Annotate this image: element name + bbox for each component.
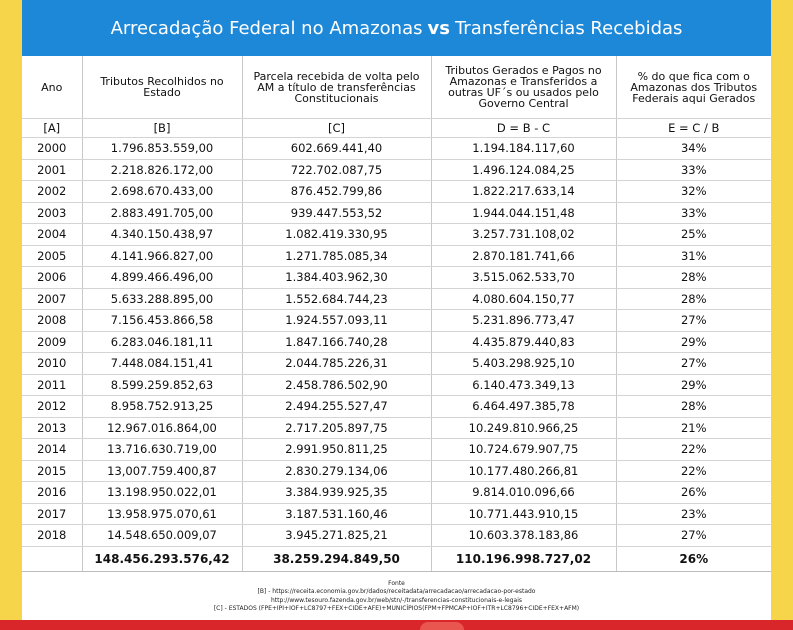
table-row — [22, 138, 771, 160]
table-cell: 2016 — [22, 482, 82, 504]
revenue-table — [22, 56, 771, 572]
formula-cell: D = B - C — [431, 119, 616, 138]
table-cell: 602.669.441,40 — [242, 138, 431, 160]
table-cell: 27% — [616, 353, 771, 375]
header-ano: Ano — [22, 56, 82, 119]
table-cell: 32% — [616, 181, 771, 203]
total-cell: 38.259.294.849,50 — [242, 546, 431, 571]
table-cell: 722.702.087,75 — [242, 159, 431, 181]
source-notes — [22, 572, 771, 614]
table-cell: 22% — [616, 460, 771, 482]
table-card — [22, 0, 771, 620]
table-cell: 3.515.062.533,70 — [431, 267, 616, 289]
total-cell: 110.196.998.727,02 — [431, 546, 616, 571]
table-row — [22, 353, 771, 375]
table-cell: 2013 — [22, 417, 82, 439]
table-cell: 25% — [616, 224, 771, 246]
table-cell: 14.548.650.009,07 — [82, 525, 242, 547]
table-cell: 4.340.150.438,97 — [82, 224, 242, 246]
table-cell: 1.384.403.962,30 — [242, 267, 431, 289]
table-cell: 1.822.217.633,14 — [431, 181, 616, 203]
source-line: [B] - https://receita.economia.gov.br/dados/receitadata/arrecadacao/arrecadacao-por-estado — [257, 588, 536, 595]
table-cell: 12.967.016.864,00 — [82, 417, 242, 439]
table-body — [22, 138, 771, 547]
table-cell: 2.458.786.502,90 — [242, 374, 431, 396]
title-vs: vs — [427, 17, 450, 39]
table-cell: 10.771.443.910,15 — [431, 503, 616, 525]
table-row — [22, 374, 771, 396]
table-cell: 1.552.684.744,23 — [242, 288, 431, 310]
table-cell: 1.271.785.085,34 — [242, 245, 431, 267]
table-cell: 3.187.531.160,46 — [242, 503, 431, 525]
table-row — [22, 245, 771, 267]
table-cell: 28% — [616, 267, 771, 289]
table-cell: 1.194.184.117,60 — [431, 138, 616, 160]
table-cell: 2010 — [22, 353, 82, 375]
table-cell: 2007 — [22, 288, 82, 310]
table-row — [22, 310, 771, 332]
table-cell: 1.496.124.084,25 — [431, 159, 616, 181]
table-cell: 2004 — [22, 224, 82, 246]
table-cell: 22% — [616, 439, 771, 461]
table-cell: 4.080.604.150,77 — [431, 288, 616, 310]
table-cell: 33% — [616, 202, 771, 224]
formula-row — [22, 119, 771, 138]
table-cell: 1.082.419.330,95 — [242, 224, 431, 246]
table-cell: 28% — [616, 396, 771, 418]
table-cell: 2002 — [22, 181, 82, 203]
table-cell: 34% — [616, 138, 771, 160]
table-cell: 13.716.630.719,00 — [82, 439, 242, 461]
table-cell: 10.603.378.183,86 — [431, 525, 616, 547]
table-cell: 939.447.553,52 — [242, 202, 431, 224]
formula-cell: [C] — [242, 119, 431, 138]
table-cell: 27% — [616, 310, 771, 332]
table-cell: 21% — [616, 417, 771, 439]
table-cell: 13.958.975.070,61 — [82, 503, 242, 525]
table-cell: 3.257.731.108,02 — [431, 224, 616, 246]
table-cell: 29% — [616, 374, 771, 396]
table-cell: 5.403.298.925,10 — [431, 353, 616, 375]
formula-cell: E = C / B — [616, 119, 771, 138]
table-cell: 2011 — [22, 374, 82, 396]
table-cell: 2.991.950.811,25 — [242, 439, 431, 461]
table-row — [22, 202, 771, 224]
table-cell: 3.945.271.825,21 — [242, 525, 431, 547]
table-cell: 2000 — [22, 138, 82, 160]
table-cell: 2009 — [22, 331, 82, 353]
table-cell: 10.249.810.966,25 — [431, 417, 616, 439]
table-row — [22, 224, 771, 246]
table-row — [22, 159, 771, 181]
table-cell: 26% — [616, 482, 771, 504]
table-cell: 2001 — [22, 159, 82, 181]
total-cell — [22, 546, 82, 571]
table-cell: 1.796.853.559,00 — [82, 138, 242, 160]
table-cell: 6.283.046.181,11 — [82, 331, 242, 353]
table-cell: 7.448.084.151,41 — [82, 353, 242, 375]
table-row — [22, 288, 771, 310]
table-cell: 1.944.044.151,48 — [431, 202, 616, 224]
header-parcela-recebida: Parcela recebida de volta pelo AM a título de transferências Constitucionais — [242, 56, 431, 119]
table-cell: 2003 — [22, 202, 82, 224]
table-cell: 1.847.166.740,28 — [242, 331, 431, 353]
table-cell: 10.724.679.907,75 — [431, 439, 616, 461]
table-row — [22, 396, 771, 418]
table-cell: 2.883.491.705,00 — [82, 202, 242, 224]
table-cell: 23% — [616, 503, 771, 525]
table-cell: 5.231.896.773,47 — [431, 310, 616, 332]
table-cell: 6.140.473.349,13 — [431, 374, 616, 396]
table-cell: 4.141.966.827,00 — [82, 245, 242, 267]
table-cell: 33% — [616, 159, 771, 181]
total-cell: 26% — [616, 546, 771, 571]
table-cell: 2.494.255.527,47 — [242, 396, 431, 418]
table-row — [22, 482, 771, 504]
table-cell: 876.452.799,86 — [242, 181, 431, 203]
header-tributos-recolhidos: Tributos Recolhidos no Estado — [82, 56, 242, 119]
table-cell: 31% — [616, 245, 771, 267]
table-cell: 7.156.453.866,58 — [82, 310, 242, 332]
table-row — [22, 331, 771, 353]
formula-cell: [A] — [22, 119, 82, 138]
table-cell: 9.814.010.096,66 — [431, 482, 616, 504]
table-cell: 2.830.279.134,06 — [242, 460, 431, 482]
table-cell: 4.899.466.496,00 — [82, 267, 242, 289]
table-cell: 2.218.826.172,00 — [82, 159, 242, 181]
table-cell: 6.464.497.385,78 — [431, 396, 616, 418]
table-row — [22, 417, 771, 439]
table-cell: 28% — [616, 288, 771, 310]
table-cell: 29% — [616, 331, 771, 353]
table-row — [22, 181, 771, 203]
source-line: [C] - ESTADOS (FPE+IPI+IOF+LC8797+FEX+CIDE+AFE)+MUNICÍPIOS(FPM+FPMCAP+IOF+ITR+LC8796+CIDE+FEX+AFM) — [213, 605, 580, 612]
header-tributos-transferidos: Tributos Gerados e Pagos no Amazonas e Transferidos a outras UF´s ou usados pelo Governo Central — [431, 56, 616, 119]
table-cell: 4.435.879.440,83 — [431, 331, 616, 353]
table-cell: 2008 — [22, 310, 82, 332]
table-cell: 1.924.557.093,11 — [242, 310, 431, 332]
table-cell: 2017 — [22, 503, 82, 525]
table-cell: 2015 — [22, 460, 82, 482]
table-cell: 2.870.181.741,66 — [431, 245, 616, 267]
totals-row — [22, 546, 771, 571]
table-cell: 2.044.785.226,31 — [242, 353, 431, 375]
table-row — [22, 439, 771, 461]
total-cell: 148.456.293.576,42 — [82, 546, 242, 571]
table-cell: 2006 — [22, 267, 82, 289]
table-cell: 2018 — [22, 525, 82, 547]
table-cell: 2.717.205.897,75 — [242, 417, 431, 439]
source-line: http://www.tesouro.fazenda.gov.br/web/stn/-/transferencias-constitucionais-e-legais — [270, 596, 523, 604]
table-cell: 13.198.950.022,01 — [82, 482, 242, 504]
title-text-2: Transferências Recebidas — [454, 17, 683, 39]
table-cell: 2014 — [22, 439, 82, 461]
table-cell: 8.958.752.913,25 — [82, 396, 242, 418]
title-text: Arrecadação Federal no Amazonas — [110, 17, 423, 39]
table-cell: 5.633.288.895,00 — [82, 288, 242, 310]
table-row — [22, 460, 771, 482]
table-cell: 8.599.259.852,63 — [82, 374, 242, 396]
table-row — [22, 267, 771, 289]
formula-cell: [B] — [82, 119, 242, 138]
table-cell: 27% — [616, 525, 771, 547]
table-cell: 2012 — [22, 396, 82, 418]
table-cell: 2.698.670.433,00 — [82, 181, 242, 203]
table-cell: 10.177.480.266,81 — [431, 460, 616, 482]
table-cell: 2005 — [22, 245, 82, 267]
table-cell: 3.384.939.925,35 — [242, 482, 431, 504]
table-cell: 13,007.759.400,87 — [82, 460, 242, 482]
table-row — [22, 503, 771, 525]
header-row — [22, 56, 771, 119]
table-row — [22, 525, 771, 547]
header-percentual: % do que fica com o Amazonas dos Tributos Federais aqui Gerados — [616, 56, 771, 119]
source-heading: Fonte — [388, 579, 405, 587]
bottom-stripe — [0, 620, 793, 630]
page-title — [22, 0, 771, 56]
stripe-tab — [420, 622, 464, 630]
